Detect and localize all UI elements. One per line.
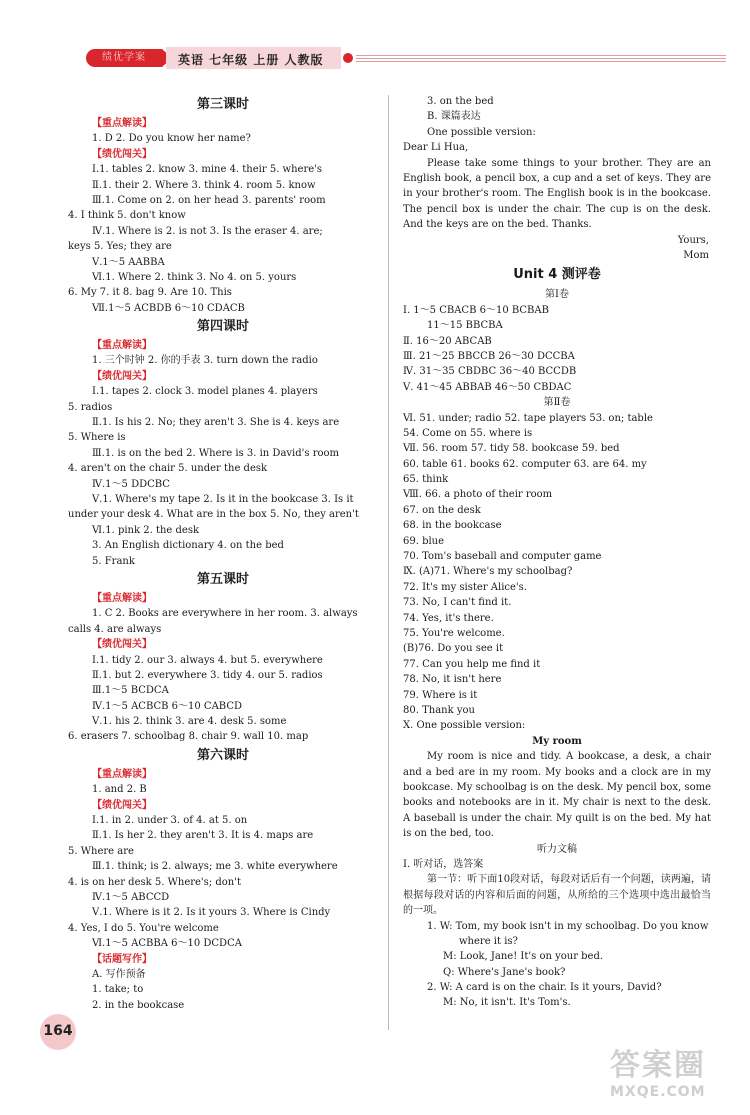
answer-line: M: No, it isn't. It's Tom's. (443, 997, 571, 1009)
answer-line: 1. and 2. B (92, 784, 147, 796)
section-heading: 第三课时 (196, 97, 249, 112)
answer-line: 77. Can you help me find it (403, 658, 541, 670)
answer-line: 65. think (403, 474, 449, 486)
answer-line: Ⅱ.1. Is her 2. they aren't 3. It is 4. maps are (92, 830, 314, 842)
answer-line: Ⅴ.1. his 2. think 3. are 4. desk 5. some (92, 716, 287, 728)
answer-line: Ⅵ.1. pink 2. the desk (92, 524, 200, 536)
answer-line: 67. on the desk (403, 504, 481, 516)
answer-line: Ⅳ.1～5 ACBCB 6～10 CABCD (92, 700, 242, 712)
section-tag: 【绩优闯关】 (92, 799, 152, 811)
answer-line: Ⅱ. 16～20 ABCAB (403, 335, 492, 347)
answer-line: Ⅵ.1～5 ACBBA 6～10 DCDCA (92, 938, 242, 950)
answer-line: 80. Thank you (403, 704, 475, 716)
answer-line: Ⅰ.1. tables 2. know 3. mine 4. their 5. where's (92, 164, 323, 176)
answer-line: Ⅳ.1～5 DDCBC (92, 478, 170, 490)
answer-line: 54. Come on 55. where is (403, 427, 533, 439)
answer-line: Ⅴ. 41～45 ABBAB 46～50 CBDAC (403, 381, 572, 393)
header-rule (356, 55, 726, 63)
answer-line: Ⅰ.1. tapes 2. clock 3. model planes 4. players (92, 386, 318, 398)
answer-line: 79. Where is it (403, 689, 478, 701)
answer-line: 1. C 2. Books are everywhere in her room. 3. always (92, 608, 358, 620)
section-heading: 第四课时 (196, 319, 249, 335)
answer-line: (B)76. Do you see it (403, 643, 504, 655)
answer-line: 4. I think 5. don't know (68, 210, 186, 222)
answer-line: One possible version: (427, 126, 536, 138)
answer-line: Ⅰ.1. tidy 2. our 3. always 4. but 5. everywhere (92, 654, 323, 666)
page-number-badge (40, 1014, 76, 1050)
answer-line: 3. on the bed (427, 96, 494, 107)
sub-heading: 听力文稿 (537, 843, 577, 855)
series-tag: 绩优学案 (86, 49, 162, 67)
answer-line: Ⅲ.1. is on the bed 2. Where is 3. in David's room (92, 447, 340, 459)
answer-line: where it is? (459, 935, 518, 947)
page-header (86, 43, 726, 71)
answer-line: Ⅱ.1. Is his 2. No; they aren't 3. She is 4. keys are (92, 417, 340, 429)
answer-line: Ⅲ.1. Come on 2. on her head 3. parents' room (92, 194, 326, 206)
answer-line: Ⅴ.1. Where is it 2. Is it yours 3. Where is Cindy (92, 907, 331, 919)
answer-line: Ⅵ.1. Where 2. think 3. No 4. on 5. yours (92, 271, 297, 283)
section-tag: 【绩优闯关】 (92, 148, 152, 160)
answer-line: 4. Yes, I do 5. You're welcome (68, 922, 219, 934)
answer-line: M: Look, Jane! It's on your bed. (443, 951, 604, 963)
answer-line: Ⅳ.1～5 ABCCD (92, 891, 170, 903)
answer-line: Ⅸ. (A)71. Where's my schoolbag? (403, 566, 573, 578)
answer-line: 2. in the bookcase (92, 999, 185, 1011)
answer-line: 6. erasers 7. schoolbag 8. chair 9. wall 10. map (68, 731, 309, 743)
answer-line: 69. blue (403, 535, 445, 547)
left-column (68, 94, 378, 1013)
answer-line: 5. Frank (92, 555, 135, 567)
answer-line: Ⅴ.1. Where's my tape 2. Is it in the bookcase 3. Is it (92, 493, 354, 505)
answer-line: Ⅷ. 66. a photo of their room (403, 489, 553, 501)
answer-line: Ⅵ. 51. under; radio 52. tape players 53. on; table (403, 412, 653, 424)
answer-line: 75. You're welcome. (403, 627, 505, 639)
answer-line: Ⅰ. 1～5 CBACB 6～10 BCBAB (403, 304, 549, 316)
section-tag: 【重点解读】 (92, 768, 152, 780)
section-tag: 【绩优闯关】 (92, 639, 152, 651)
answer-line: Ⅱ.1. their 2. Where 3. think 4. room 5. know (92, 179, 316, 191)
answer-line: 5. Where is (68, 432, 126, 444)
answer-line: Ⅳ. 31～35 CBDBC 36～40 BCCDB (403, 366, 577, 378)
answer-line: calls 4. are always (68, 623, 162, 635)
column-divider (388, 95, 389, 1030)
answer-line: 6. My 7. it 8. bag 9. Are 10. This (68, 287, 232, 299)
answer-line: B. 课篇表达 (427, 111, 481, 123)
paragraph: My room is nice and tidy. A bookcase, a desk, a chair and a bed are in my room. My books and a clock are in my bookcase. My schoolbag is on the desk. My pencil box, some books and notebooks are in it. My chair is next to the desk. A baseball is under the chair. My quilt is on the bed. My hat is on the bed, too. (403, 751, 711, 840)
answer-line: Ⅲ. 21～25 BBCCB 26～30 DCCBA (403, 350, 575, 362)
answer-line: keys 5. Yes; they are (68, 241, 172, 253)
paragraph: 第一节：听下面10段对话，每段对话后有一个问题，读两遍，请根据每段对话的内容和后面的问题，从所给的三个选项中选出最恰当的一项。 (403, 874, 711, 917)
answer-line: 73. No, I can't find it. (403, 597, 512, 609)
answer-line: 78. No, it isn't here (403, 674, 502, 686)
answer-line: Ⅰ. 听对话，选答案 (403, 858, 484, 870)
paragraph: Please take some things to your brother. They are an English book, a pencil box, a cup and a set of keys. They are in your brother's room. The English book is in the bookcase. The pencil box is under the chair. The cup is on the desk. And the keys are on the bed. Thanks. (403, 157, 711, 231)
signature-line: Mom (683, 249, 709, 261)
answer-line: Ⅱ.1. but 2. everywhere 3. tidy 4. our 5. radios (92, 669, 323, 681)
answer-line: 74. Yes, it's there. (403, 612, 494, 624)
answer-line: Ⅴ.1～5 AABBA (92, 256, 165, 268)
signature-line: Yours, (677, 234, 709, 246)
answer-line: 1. D 2. Do you know her name? (92, 133, 251, 145)
section-heading: 第六课时 (196, 747, 249, 763)
answer-line: 3. An English dictionary 4. on the bed (92, 540, 284, 552)
answer-line: Ⅰ.1. in 2. under 3. of 4. at 5. on (92, 815, 248, 827)
answer-line: Ⅹ. One possible version: (403, 720, 526, 732)
answer-line: 70. Tom's baseball and computer game (403, 551, 602, 563)
section-tag: 【重点解读】 (92, 118, 152, 129)
answer-line: 4. aren't on the chair 5. under the desk (68, 463, 268, 475)
answer-line: Ⅶ.1～5 ACBDB 6～10 CDACB (92, 302, 245, 314)
answer-line: 5. Where are (68, 845, 134, 857)
watermark (610, 1040, 740, 1110)
right-column (403, 94, 711, 1011)
book-title: 英语 七年级 上册 人教版 (178, 53, 324, 67)
answer-line: 11～15 BBCBA (427, 320, 503, 332)
answer-line: 1. take; to (92, 984, 144, 996)
answer-line: 2. W: A card is on the chair. Is it yours, David? (427, 982, 662, 994)
section-tag: 【话题写作】 (92, 953, 152, 965)
page-number: 164 (43, 1023, 73, 1039)
answer-line: under your desk 4. What are in the box 5. No, they aren't (68, 509, 359, 521)
answer-line: Ⅲ.1. think; is 2. always; me 3. white everywhere (92, 861, 338, 873)
answer-line: A. 写作预备 (92, 968, 146, 980)
answer-line: 60. table 61. books 62. computer 63. are 64. my (403, 458, 647, 470)
watermark-url: MXQE.COM (610, 1084, 706, 1100)
answer-line: 1. 三个时钟 2. 你的手表 3. turn down the radio (92, 355, 318, 367)
answer-line: Dear Li Hua, (403, 142, 469, 154)
watermark-text: 答案圈 (610, 1048, 706, 1083)
header-dot (343, 53, 353, 63)
section-tag: 【重点解读】 (92, 592, 152, 604)
section-heading: 第五课时 (196, 571, 249, 587)
essay-title: My room (532, 735, 582, 747)
answer-line: 1. W: Tom, my book isn't in my schoolbag. Do you know (427, 920, 709, 932)
answer-line: 72. It's my sister Alice's. (403, 581, 527, 593)
section-tag: 【绩优闯关】 (92, 370, 152, 382)
answer-line: Q: Where's Jane's book? (443, 966, 566, 978)
answer-line: Ⅲ.1～5 BCDCA (92, 685, 169, 697)
answer-line: 68. in the bookcase (403, 520, 502, 532)
sub-heading: 第Ⅰ卷 (545, 289, 569, 301)
section-tag: 【重点解读】 (92, 340, 152, 352)
unit-heading: Unit 4 测评卷 (513, 267, 601, 283)
answer-line: Ⅳ.1. Where is 2. is not 3. Is the eraser 4. are; (92, 225, 323, 237)
answer-line: 4. is on her desk 5. Where's; don't (68, 876, 241, 888)
answer-line: Ⅶ. 56. room 57. tidy 58. bookcase 59. bed (403, 443, 620, 455)
answer-line: 5. radios (68, 401, 113, 413)
sub-heading: 第Ⅱ卷 (543, 397, 571, 409)
